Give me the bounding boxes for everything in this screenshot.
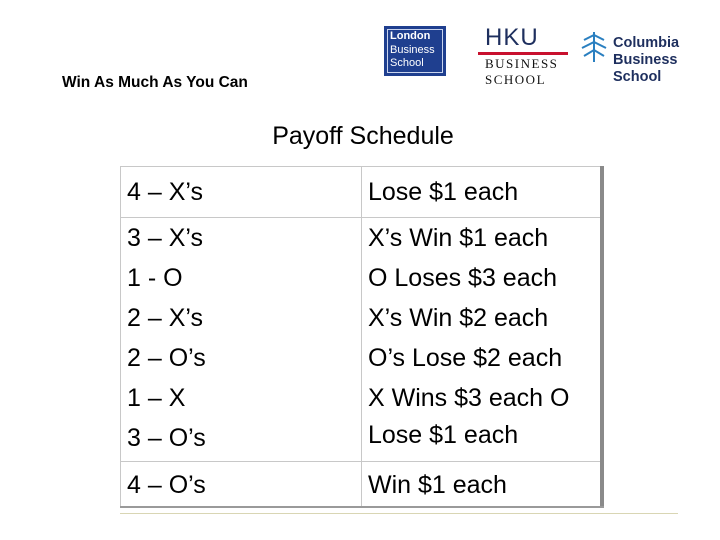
table-row	[121, 462, 604, 508]
outcome-text: 1 - O	[127, 264, 183, 292]
table-cell-outcome	[121, 462, 362, 508]
table-cell-payoff	[362, 462, 604, 508]
lbs-logo-line1: London	[390, 30, 431, 42]
table-caption: Payoff Schedule	[272, 122, 454, 150]
outcome-text: 4 – O’s	[127, 470, 206, 499]
lbs-logo-line3: School	[390, 57, 424, 69]
columbia-logo-line1: Columbia	[613, 35, 680, 51]
table-shadow-right	[600, 166, 604, 508]
payoff-text: Lose $1 each	[368, 421, 519, 449]
hku-logo-line1: HKU	[485, 24, 539, 51]
table-cell-outcome	[121, 218, 362, 462]
payoff-text: O Loses $3 each	[368, 264, 558, 292]
columbia-business-school-logo	[580, 30, 700, 88]
payoff-text: X Wins $3 each O	[368, 384, 570, 412]
payoff-text: O’s Lose $2 each	[368, 344, 563, 372]
payoff-text: Win $1 each	[368, 470, 507, 499]
hku-logo-rule	[478, 52, 568, 55]
payoff-table	[120, 166, 604, 508]
table-row	[121, 218, 604, 462]
payoff-text: X’s Win $2 each	[368, 304, 549, 332]
payoff-text: Lose $1 each	[368, 178, 519, 206]
outcome-text: 1 – X	[127, 384, 186, 412]
hku-business-school-logo	[472, 26, 572, 88]
table-shadow-bottom	[120, 506, 604, 508]
footer-divider	[120, 513, 678, 514]
outcome-text: 4 – X’s	[127, 178, 203, 206]
hku-logo-line3: SCHOOL	[485, 72, 547, 87]
outcome-text: 2 – X’s	[127, 304, 203, 332]
table-cell-outcome	[121, 167, 362, 218]
columbia-logo-line2: Business	[613, 52, 678, 68]
slide-title: Win As Much As You Can	[62, 74, 248, 91]
table-row	[121, 167, 604, 218]
table-cell-payoff	[362, 167, 604, 218]
outcome-text: 2 – O’s	[127, 344, 206, 372]
lbs-logo-line2: Business	[390, 44, 435, 56]
outcome-text: 3 – O’s	[127, 424, 206, 452]
payoff-text: X’s Win $1 each	[368, 224, 549, 252]
outcome-text: 3 – X’s	[127, 224, 203, 252]
hku-logo-line2: BUSINESS	[485, 56, 559, 71]
london-business-school-logo	[384, 26, 446, 76]
columbia-crown-icon	[580, 30, 610, 64]
columbia-logo-line3: School	[613, 69, 662, 85]
table-cell-payoff	[362, 218, 604, 462]
